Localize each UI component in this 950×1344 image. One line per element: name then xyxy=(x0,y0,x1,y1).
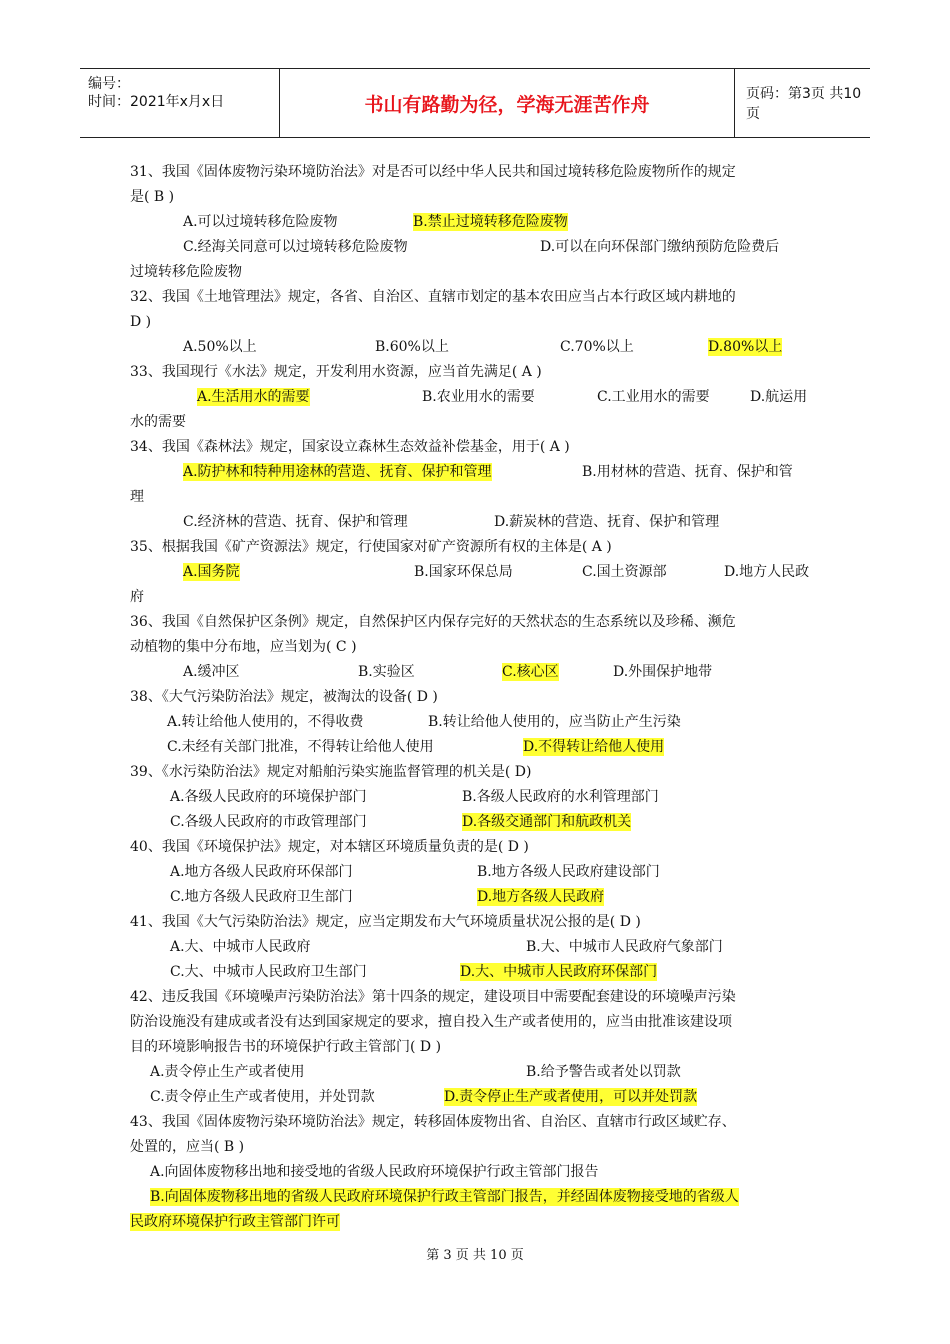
page-footer: 第 3 页 共 10 页 xyxy=(426,1248,524,1263)
option: A.大、中城市人民政府 xyxy=(170,939,311,955)
option: C.工业用水的需要 xyxy=(597,389,710,405)
time-label: 时间：2021年x月x日 xyxy=(88,94,225,110)
option: C.70%以上 xyxy=(560,339,634,355)
answer-option: 民政府环境保护行政主管部门许可 xyxy=(130,1214,340,1230)
question-text: 处置的，应当( B ) xyxy=(130,1139,245,1155)
option: B.各级人民政府的水利管理部门 xyxy=(462,789,659,805)
answer-option: D.大、中城市人民政府环保部门 xyxy=(460,964,658,980)
option: D.地方人民政 xyxy=(724,564,810,580)
header-motto-cell xyxy=(280,69,735,137)
option: 府 xyxy=(130,589,144,605)
option: 水的需要 xyxy=(130,414,186,430)
option: B.转让给他人使用的，应当防止产生污染 xyxy=(428,714,681,730)
question-text: 35、根据我国《矿产资源法》规定，行使国家对矿产资源所有权的主体是( A ) xyxy=(130,539,612,555)
answer-option: A.防护林和特种用途林的营造、抚育、保护和管理 xyxy=(183,464,492,480)
option: C.经济林的营造、抚育、保护和管理 xyxy=(183,514,408,530)
answer-option: D.80%以上 xyxy=(708,339,783,355)
question-text: 41、我国《大气污染防治法》规定，应当定期发布大气环境质量状况公报的是( D ) xyxy=(130,914,641,930)
number-label: 编号： xyxy=(88,76,130,92)
option: A.向固体废物移出地和接受地的省级人民政府环境保护行政主管部门报告 xyxy=(150,1164,599,1180)
header-page-cell xyxy=(734,69,870,137)
option: D.外围保护地带 xyxy=(613,664,713,680)
answer-option: B.禁止过境转移危险废物 xyxy=(413,214,568,230)
question-text: 33、我国现行《水法》规定，开发利用水资源，应当首先满足( A ) xyxy=(130,364,542,380)
question-text: 是( B ) xyxy=(130,189,175,205)
option: D.航运用 xyxy=(750,389,808,405)
question-text: 防治设施没有建成或者没有达到国家规定的要求，擅自投入生产或者使用的，应当由批准该建设项 xyxy=(130,1014,732,1030)
answer-option: D.不得转让给他人使用 xyxy=(523,739,665,755)
option: A.各级人民政府的环境保护部门 xyxy=(170,789,367,805)
page-label: 页码：第3页 共10页 xyxy=(746,86,862,122)
question-text: 目的环境影响报告书的环境保护行政主管部门( D ) xyxy=(130,1039,442,1055)
option: B.60%以上 xyxy=(375,339,449,355)
answer-option: D.各级交通部门和航政机关 xyxy=(462,814,632,830)
option: C.经海关同意可以过境转移危险废物 xyxy=(183,239,408,255)
option: C.国土资源部 xyxy=(582,564,667,580)
option: B.大、中城市人民政府气象部门 xyxy=(526,939,723,955)
answer-option: D.责令停止生产或者使用，可以并处罚款 xyxy=(444,1089,698,1105)
answer-option: B.向固体废物移出地的省级人民政府环境保护行政主管部门报告，并经固体废物接受地的省级人 xyxy=(150,1189,739,1205)
question-text: 34、我国《森林法》规定，国家设立森林生态效益补偿基金，用于( A ) xyxy=(130,439,570,455)
answer-option: C.核心区 xyxy=(502,664,559,680)
motto: 书山有路勤为径，学海无涯苦作舟 xyxy=(364,93,650,116)
option: C.大、中城市人民政府卫生部门 xyxy=(170,964,367,980)
option: 过境转移危险废物 xyxy=(130,264,242,280)
option: A.转让给他人使用的，不得收费 xyxy=(167,714,364,730)
option: C.责令停止生产或者使用，并处罚款 xyxy=(150,1089,375,1105)
option: B.给予警告或者处以罚款 xyxy=(526,1064,681,1080)
question-text: 32、我国《土地管理法》规定，各省、自治区、直辖市划定的基本农田应当占本行政区域内耕地的 xyxy=(130,289,736,305)
option: A.可以过境转移危险废物 xyxy=(183,214,338,230)
option: A.责令停止生产或者使用 xyxy=(150,1064,305,1080)
option: D.可以在向环保部门缴纳预防危险费后 xyxy=(540,239,780,255)
option: B.用材林的营造、抚育、保护和管 xyxy=(582,464,793,480)
option: B.实验区 xyxy=(358,664,415,680)
option: A.缓冲区 xyxy=(183,664,240,680)
option: C.各级人民政府的市政管理部门 xyxy=(170,814,367,830)
option: B.农业用水的需要 xyxy=(422,389,535,405)
question-text: 动植物的集中分布地，应当划为( C ) xyxy=(130,639,357,655)
answer-option: A.国务院 xyxy=(183,564,240,580)
option: C.地方各级人民政府卫生部门 xyxy=(170,889,353,905)
header-info-cell xyxy=(80,69,280,137)
question-text: 42、违反我国《环境噪声污染防治法》第十四条的规定，建设项目中需要配套建设的环境噪声污染 xyxy=(130,989,736,1005)
question-text: D ) xyxy=(130,314,152,330)
option: C.未经有关部门批准，不得转让给他人使用 xyxy=(167,739,434,755)
question-text: 40、我国《环境保护法》规定，对本辖区环境质量负责的是( D ) xyxy=(130,839,529,855)
question-text: 43、我国《固体废物污染环境防治法》规定，转移固体废物出省、自治区、直辖市行政区域贮存、 xyxy=(130,1114,736,1130)
answer-option: A.生活用水的需要 xyxy=(197,389,310,405)
question-text: 39、《水污染防治法》规定对船舶污染实施监督管理的机关是( D) xyxy=(130,764,532,780)
question-text: 31、我国《固体废物污染环境防治法》对是否可以经中华人民共和国过境转移危险废物所作的规定 xyxy=(130,164,736,180)
answer-option: D.地方各级人民政府 xyxy=(477,889,605,905)
document-header xyxy=(80,68,870,138)
option: B.国家环保总局 xyxy=(414,564,513,580)
option: D.薪炭林的营造、抚育、保护和管理 xyxy=(494,514,720,530)
question-text: 36、我国《自然保护区条例》规定，自然保护区内保存完好的天然状态的生态系统以及珍稀、濒危 xyxy=(130,614,736,630)
option: A.50%以上 xyxy=(183,339,257,355)
option: A.地方各级人民政府环保部门 xyxy=(170,864,353,880)
option: 理 xyxy=(130,489,144,505)
question-text: 38、《大气污染防治法》规定，被淘汰的设备( D ) xyxy=(130,689,438,705)
option: B.地方各级人民政府建设部门 xyxy=(477,864,660,880)
